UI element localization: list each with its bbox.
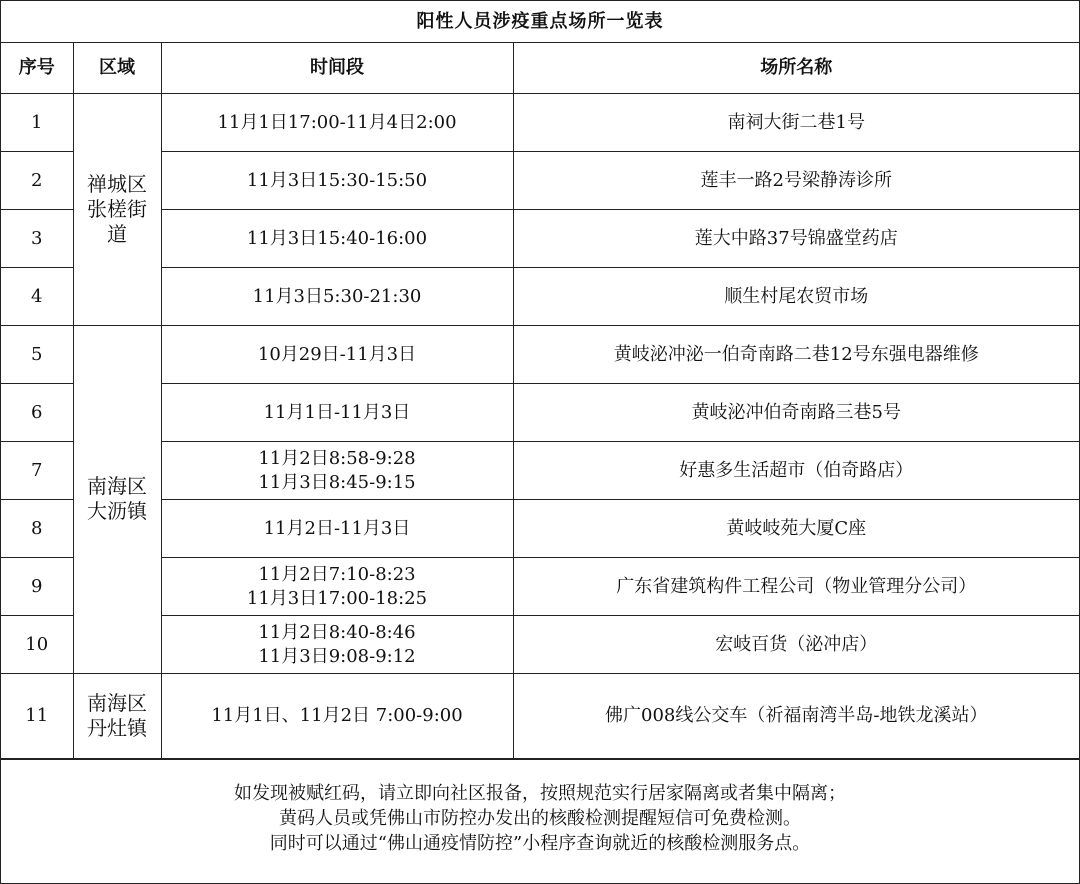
time-cell: [161, 442, 513, 500]
time-text: 11月2日8:40-8:46: [258, 621, 416, 643]
table-row: [1, 442, 1079, 500]
row-number: 10: [1, 616, 73, 674]
notice-line: 黄码人员或凭佛山市防控办发出的核酸检测提醒短信可免费检测。: [279, 807, 801, 829]
place-cell: 好惠多生活超市（伯奇路店）: [513, 442, 1079, 500]
place-cell: 莲大中路37号锦盛堂药店: [513, 210, 1079, 268]
time-text: 11月2日7:10-8:23: [258, 563, 416, 585]
row-number: 2: [1, 152, 73, 210]
time-text: 11月1日17:00-11月4日2:00: [217, 111, 457, 133]
header-time: 时间段: [161, 43, 513, 94]
time-text: 11月2日8:58-9:28: [258, 447, 416, 469]
time-text: 10月29日-11月3日: [257, 343, 417, 365]
table-row: [1, 152, 1079, 210]
table-row: [1, 558, 1079, 616]
time-text: 11月3日17:00-18:25: [246, 587, 428, 609]
place-cell: 黄岐岐苑大厦C座: [513, 500, 1079, 558]
time-text: 11月1日-11月3日: [263, 401, 411, 423]
time-text: 11月3日8:45-9:15: [258, 471, 416, 493]
place-cell: 莲丰一路2号梁静涛诊所: [513, 152, 1079, 210]
row-number: 5: [1, 326, 73, 384]
row-number: 3: [1, 210, 73, 268]
row-number: 9: [1, 558, 73, 616]
time-text: 11月3日15:30-15:50: [246, 169, 428, 191]
place-cell: 广东省建筑构件工程公司（物业管理分公司）: [513, 558, 1079, 616]
table-title: 阳性人员涉疫重点场所一览表: [1, 1, 1079, 43]
table-row: [1, 500, 1079, 558]
time-cell: [161, 94, 513, 152]
time-cell: [161, 616, 513, 674]
place-cell: 南祠大街二巷1号: [513, 94, 1079, 152]
venue-table: [1, 1, 1079, 759]
place-cell: 宏岐百货（泌冲店）: [513, 616, 1079, 674]
time-cell: [161, 674, 513, 759]
time-text: 11月3日15:40-16:00: [246, 227, 428, 249]
notice-block: [1, 759, 1079, 876]
table-row: [1, 326, 1079, 384]
table-row: [1, 616, 1079, 674]
time-cell: [161, 558, 513, 616]
area-label: 南海区丹灶镇: [87, 690, 147, 740]
time-text: 11月3日9:08-9:12: [258, 645, 416, 667]
time-text: 11月1日、11月2日 7:00-9:00: [211, 705, 463, 726]
area-label: 禅城区张槎街道: [87, 171, 147, 246]
title-row: [1, 1, 1079, 43]
row-number: 11: [1, 674, 73, 759]
row-number: 7: [1, 442, 73, 500]
place-cell: 顺生村尾农贸市场: [513, 268, 1079, 326]
notice-line: 如发现被赋红码，请立即向社区报备，按照规范实行居家隔离或者集中隔离；: [234, 782, 846, 804]
time-text: 11月3日5:30-21:30: [252, 285, 422, 307]
place-cell: 佛广008线公交车（祈福南湾半岛-地铁龙溪站）: [513, 674, 1079, 759]
table-row: [1, 268, 1079, 326]
row-number: 4: [1, 268, 73, 326]
row-number: 6: [1, 384, 73, 442]
table-row: [1, 210, 1079, 268]
time-cell: [161, 268, 513, 326]
time-cell: [161, 384, 513, 442]
header-row: [1, 43, 1079, 94]
row-number: 1: [1, 94, 73, 152]
area-label: 南海区大沥镇: [87, 474, 147, 523]
notice-line: 同时可以通过“佛山通疫情防控”小程序查询就近的核酸检测服务点。: [269, 832, 811, 854]
time-text: 11月2日-11月3日: [263, 517, 411, 539]
place-cell: 黄岐泌冲泌一伯奇南路二巷12号东强电器维修: [513, 326, 1079, 384]
table-row: [1, 384, 1079, 442]
area-cell: [73, 326, 161, 674]
table-row: [1, 94, 1079, 152]
time-cell: [161, 152, 513, 210]
header-area: 区域: [73, 43, 161, 94]
time-cell: [161, 500, 513, 558]
area-cell: [73, 674, 161, 759]
row-number: 8: [1, 500, 73, 558]
table-row: [1, 674, 1079, 759]
header-no: 序号: [1, 43, 73, 94]
header-place: 场所名称: [513, 43, 1079, 94]
time-cell: [161, 326, 513, 384]
place-cell: 黄岐泌冲伯奇南路三巷5号: [513, 384, 1079, 442]
area-cell: [73, 94, 161, 326]
time-cell: [161, 210, 513, 268]
